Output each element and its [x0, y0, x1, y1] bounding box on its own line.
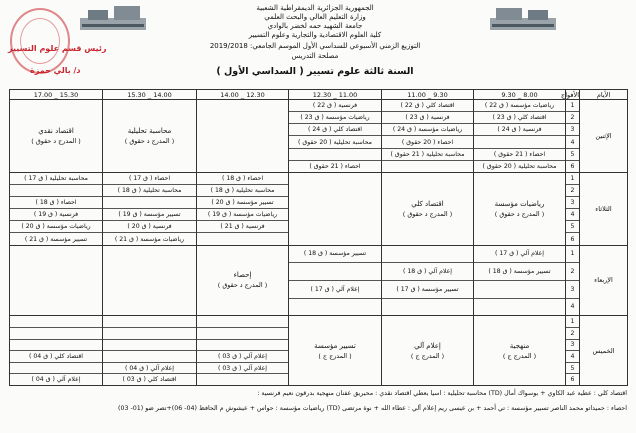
time-slot-5: 14.00 _ 15.30 — [103, 90, 197, 100]
lecture-course: رياضيات مؤسسة — [494, 199, 545, 208]
group-number: 3 — [566, 281, 579, 299]
group-header: الأفواج — [561, 90, 579, 99]
lecture-hall: ( المدرج د حقوق ) — [31, 136, 81, 145]
time-slot-6: 15.30 _ 17.00 — [10, 90, 103, 100]
group-number: 6 — [570, 376, 575, 384]
day-name: الثلاثاء — [580, 172, 628, 245]
group-number: 1 — [566, 100, 579, 112]
session-cell: تسيير مؤسسة ( ق 18 ) — [474, 263, 565, 281]
footer-teachers-line-1: اقتصاد كلي : عطية عبد الكاوي + بوسواك أمال (TD) محاسبة تحليلية : اسيا بعطي اقتصاد نقدي : محيريق عفنان منهجية بدرقون نعيم فرنسية : — [257, 390, 627, 397]
session-cell: فرنسية ( ق 22 ) — [289, 100, 381, 112]
session-cell — [197, 233, 288, 244]
session-cell — [10, 340, 102, 352]
session-cell: محاسبة تحليلية ( ق 18 ) — [197, 185, 288, 197]
session-cell: إعلام آلي ( ق 17 ) — [474, 246, 565, 264]
group-number: 6 — [570, 162, 575, 170]
group-number: 1 — [566, 316, 579, 328]
lecture-hall: ( المدرج ج ) — [502, 351, 537, 360]
day-name: الخميس — [580, 316, 628, 386]
empty-slot — [197, 100, 289, 173]
session-cell: رياضيات مؤسسة ( ق 24 ) — [382, 124, 473, 136]
session-cell: اقتصاد كلي ( ق 03 ) — [122, 376, 177, 384]
session-cell: إعلام آلي ( ق 03 ) — [197, 351, 288, 363]
session-cell: احصاء ( ق 17 ) — [103, 173, 196, 185]
session-cell: محاسبة تحليلية ( 21 حقوق ) — [382, 149, 473, 161]
group-number: 2 — [566, 328, 579, 340]
session-cell: فرنسية ( ق 24 ) — [474, 124, 565, 136]
session-cell: تسيير مؤسسة ( ق 20 ) — [197, 197, 288, 209]
day-row-thursday — [10, 316, 628, 386]
stamp-signature-name: د/ بالي حمزة — [30, 66, 81, 75]
session-cell — [474, 281, 565, 299]
session-cell: رياضيات مؤسسة ( ق 20 ) — [10, 221, 102, 233]
session-cell — [197, 316, 288, 328]
group-number: 1 — [566, 173, 579, 185]
session-cell: اقتصاد كلي ( ق 22 ) — [382, 100, 473, 112]
session-cell: احصاء ( ق 18 ) — [10, 197, 102, 209]
lecture-hall: ( المدرج د حقوق ) — [217, 281, 268, 290]
session-cell: محاسبة تحليلية ( 20 حقوق ) — [482, 162, 557, 170]
session-cell — [103, 351, 196, 363]
header-office: مصلحة التدريس — [291, 52, 339, 60]
session-cell — [382, 246, 473, 264]
session-cell — [103, 328, 196, 340]
group-number: 4 — [566, 351, 579, 363]
session-cell: رياضيات مؤسسة ( ق 19 ) — [197, 209, 288, 221]
day-header: الأيام — [580, 90, 628, 100]
lecture-course: إحصاء — [233, 271, 252, 280]
lecture-hall: ( المدرج د حقوق ) — [402, 209, 453, 218]
day-name: الإثنين — [580, 100, 628, 173]
day-row-wednesday — [10, 245, 628, 316]
session-cell — [289, 299, 381, 316]
session-cell — [10, 328, 102, 340]
group-number: 5 — [566, 363, 579, 375]
group-number: 5 — [566, 221, 579, 233]
lecture-hall: ( المدرج د حقوق ) — [494, 209, 545, 218]
session-cell — [474, 136, 565, 148]
session-cell: فرنسية ( ق 19 ) — [10, 209, 102, 221]
session-cell: تسيير مؤسسة ( ق 21 ) — [24, 235, 88, 243]
session-cell: إعلام آلي ( ق 17 ) — [289, 281, 381, 299]
session-cell: احصاء ( 21 حقوق ) — [474, 149, 565, 161]
session-cell: إعلام آلي ( ق 04 ) — [103, 363, 196, 375]
session-cell — [103, 197, 196, 209]
session-cell: تسيير مؤسسة ( ق 17 ) — [382, 281, 473, 299]
time-slot-2: 9.30 _ 11.00 — [382, 90, 474, 100]
time-slot-3: 11.00 _ 12.30 — [289, 90, 382, 100]
group-number: 5 — [566, 149, 579, 161]
session-cell: إعلام آلي ( ق 18 ) — [382, 263, 473, 281]
session-cell: محاسبة تحليلية ( 20 حقوق ) — [289, 136, 381, 148]
day-name: الإربعاء — [580, 245, 628, 316]
session-cell — [103, 340, 196, 352]
official-stamp — [10, 8, 70, 74]
stamp-role: رئيس قسم علوم التسيير — [8, 44, 107, 53]
session-cell: فرنسية ( ق 20 ) — [103, 221, 196, 233]
session-cell: فرنسية ( ق 23 ) — [382, 112, 473, 124]
time-slot-4: 12.30 _ 14.00 — [197, 90, 289, 100]
session-cell: رياضيات مؤسسة ( ق 23 ) — [289, 112, 381, 124]
session-cell: محاسبة تحليلية ( ق 18 ) — [103, 185, 196, 197]
empty-slot — [289, 172, 382, 245]
session-cell — [474, 299, 565, 316]
lecture-course: اقتصاد كلي — [411, 199, 444, 208]
session-cell: احصاء ( ق 18 ) — [197, 173, 288, 185]
session-cell: اقتصاد كلي ( ق 23 ) — [474, 112, 565, 124]
university-logo-right — [488, 4, 558, 32]
session-cell — [197, 328, 288, 340]
session-cell — [197, 374, 288, 385]
session-cell: احصاء ( 20 حقوق ) — [382, 136, 473, 148]
lecture-course: إعلام آلي — [414, 341, 441, 350]
group-number: 4 — [566, 209, 579, 221]
session-cell — [289, 263, 381, 281]
day-row-monday — [10, 100, 628, 173]
university-logo-left — [78, 4, 148, 32]
empty-slot — [103, 245, 197, 316]
lecture-course: تسيير مؤسسة — [314, 341, 356, 350]
time-slot-1: 8.00 _ 9.30 — [474, 90, 566, 100]
group-number: 2 — [566, 112, 579, 124]
session-cell — [10, 316, 102, 328]
empty-slot — [10, 245, 103, 316]
session-cell: رياضيات مؤسسة ( ق 22 ) — [474, 100, 565, 112]
lecture-course: محاسبة تحليلية — [127, 126, 172, 135]
lecture-hall: ( المدرج ج ) — [318, 351, 352, 360]
group-number: 4 — [570, 303, 575, 311]
timetable — [9, 89, 628, 386]
group-number: 3 — [566, 124, 579, 136]
header-schedule-line: التوزيع الزمني الأسبوعي للسداسي الأول الموسم الجامعي: 2019/2018 — [209, 42, 421, 50]
group-number: 3 — [566, 340, 579, 352]
session-cell — [10, 363, 102, 375]
session-cell: اقتصاد كلي ( ق 24 ) — [289, 124, 381, 136]
session-cell: فرنسية ( ق 21 ) — [197, 221, 288, 233]
session-cell: إعلام آلي ( ق 04 ) — [31, 376, 81, 384]
session-cell — [289, 149, 381, 161]
header-faculty: كلية العلوم الاقتصادية والتجارية وعلوم التسيير — [248, 31, 382, 39]
session-cell: محاسبة تحليلية ( ق 17 ) — [10, 173, 102, 185]
header-ministry: وزارة التعليم العالي والبحث العلمي — [264, 13, 366, 21]
session-cell: احصاء ( 21 حقوق ) — [309, 162, 361, 170]
session-cell — [103, 316, 196, 328]
session-cell: اقتصاد كلي ( ق 04 ) — [10, 351, 102, 363]
header-university: جامعة الشهيد حمه لخضر بالوادي — [267, 22, 363, 30]
session-cell — [382, 299, 473, 316]
session-cell: تسيير مؤسسة ( ق 18 ) — [289, 246, 381, 264]
page-title: السنة ثالثة علوم تسيير ( السداسي الأول ) — [216, 66, 414, 77]
session-cell: تسيير مؤسسة ( ق 19 ) — [103, 209, 196, 221]
lecture-course: اقتصاد نقدي — [38, 126, 74, 135]
session-cell — [197, 340, 288, 352]
session-cell: إعلام آلي ( ق 03 ) — [197, 363, 288, 375]
header-republic: الجمهورية الجزائرية الديمقراطية الشعبية — [256, 4, 374, 12]
group-number: 1 — [566, 246, 579, 264]
group-number: 3 — [566, 197, 579, 209]
session-cell — [382, 161, 473, 172]
day-row-tuesday — [10, 172, 628, 245]
group-number: 2 — [566, 263, 579, 281]
session-cell: رياضيات مؤسسة ( ق 21 ) — [114, 235, 185, 243]
lecture-hall: ( المدرج د حقوق ) — [124, 136, 175, 145]
footer-teachers-line-2: احصاء : حميداتو محمد الناصر تسيير مؤسسة : تي أحمد + بن عيسى ريم إعلام آلي : عطاء الله + نوة مرتضى (TD) رياضيات مؤسسة : حواس + عيشوش م الحافظ (04- 06)+تصر ضو (01- 03) — [117, 405, 627, 412]
session-cell — [10, 185, 102, 197]
group-number: 6 — [570, 235, 575, 243]
lecture-course: منهجية — [509, 341, 530, 350]
group-number: 4 — [566, 136, 579, 148]
lecture-hall: ( المدرج ج ) — [410, 351, 445, 360]
group-number: 2 — [566, 185, 579, 197]
